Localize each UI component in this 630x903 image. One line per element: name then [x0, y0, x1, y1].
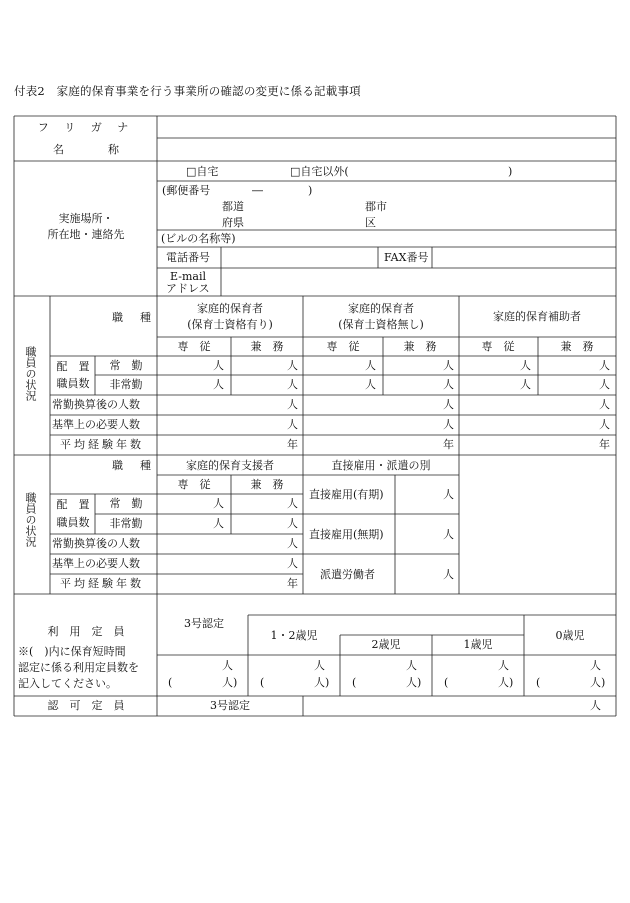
- fulltime-sub-1: 専 従: [177, 340, 211, 353]
- unit-person: 人: [213, 517, 224, 530]
- location-label-line1: 実施場所・: [58, 212, 114, 225]
- paren-person: 人): [590, 676, 606, 689]
- paren-person: 人): [406, 676, 422, 689]
- unit-person: 人: [287, 517, 298, 530]
- nonregular-label-1: 非常勤: [109, 378, 143, 391]
- unit-person: 人: [365, 359, 376, 372]
- capacity-note-3: 記入してください。: [18, 677, 117, 690]
- unit-person: 人: [365, 378, 376, 391]
- unit-person: 人: [520, 359, 531, 372]
- occupation-label-1: 職 種: [112, 311, 154, 324]
- unit-person: 人: [443, 528, 454, 541]
- postal-dash: ―: [252, 184, 263, 197]
- unit-year: 年: [599, 438, 610, 451]
- col-assistant: 家庭的保育補助者: [493, 310, 581, 323]
- capacity-note-2: 認定に係る利用定員数を: [18, 661, 139, 674]
- furigana-label: フ リ ガ ナ: [37, 121, 135, 134]
- paren-person: 人): [498, 676, 514, 689]
- name-label: 名 称: [53, 143, 119, 156]
- unit-person: 人: [520, 378, 531, 391]
- unit-year: 年: [287, 438, 298, 451]
- unit-person: 人: [406, 659, 417, 672]
- unit-person: 人: [590, 699, 601, 712]
- age-1-2-label: 1・2歳児: [270, 629, 318, 642]
- age-1-label: 1歳児: [463, 638, 493, 651]
- col-supporter: 家庭的保育支援者: [186, 459, 274, 472]
- unit-person: 人: [599, 398, 610, 411]
- unit-person: 人: [443, 568, 454, 581]
- fulltime-sub-3: 専 従: [481, 340, 515, 353]
- paren-open: (: [168, 676, 173, 689]
- postal-close: ): [308, 184, 313, 197]
- unit-person: 人: [443, 418, 454, 431]
- ward-label: 区: [365, 216, 376, 229]
- col-unqualified-line2: (保育士資格無し): [338, 318, 424, 331]
- parttime-sub-3: 兼 務: [560, 340, 594, 353]
- staff-status-side-label-2: 職員の状況: [24, 492, 37, 547]
- email-label-2: アドレス: [166, 282, 210, 295]
- fax-field[interactable]: [433, 248, 615, 267]
- placement-label-1a: 配 置: [56, 360, 90, 373]
- fulltime-sub-4: 専 従: [177, 478, 211, 491]
- prefecture-label-1: 都道: [222, 200, 244, 213]
- approved-cert3-label: 3号認定: [210, 699, 250, 712]
- unit-person: 人: [287, 398, 298, 411]
- age-2-label: 2歳児: [371, 638, 401, 651]
- regular-label-1: 常 勤: [109, 359, 143, 372]
- nonregular-label-2: 非常勤: [109, 517, 143, 530]
- unit-person: 人: [443, 378, 454, 391]
- unit-person: 人: [287, 359, 298, 372]
- paren-open: (: [536, 676, 541, 689]
- parttime-sub-1: 兼 務: [250, 340, 284, 353]
- building-name-label: (ビルの名称等): [161, 232, 236, 245]
- unit-person: 人: [443, 359, 454, 372]
- unit-person: 人: [599, 378, 610, 391]
- paren-person: 人): [222, 676, 238, 689]
- other-paren-close: ): [508, 165, 513, 178]
- unit-person: 人: [443, 398, 454, 411]
- email-field[interactable]: [222, 269, 615, 295]
- unit-person: 人: [599, 418, 610, 431]
- unit-person: 人: [498, 659, 509, 672]
- direct-indefinite-label: 直接雇用(無期): [309, 528, 384, 541]
- unit-person: 人: [590, 659, 601, 672]
- unit-person: 人: [287, 557, 298, 570]
- unit-person: 人: [213, 359, 224, 372]
- parttime-sub-4: 兼 務: [250, 478, 284, 491]
- placement-label-2a: 配 置: [56, 498, 90, 511]
- unit-person: 人: [287, 418, 298, 431]
- direct-fixed-term-label: 直接雇用(有期): [309, 488, 384, 501]
- experience-label-2: 平均経験年数: [60, 577, 144, 590]
- approved-capacity-label: 認 可 定 員: [47, 699, 125, 712]
- fulltime-sub-2: 専 従: [326, 340, 360, 353]
- col-qualified-line1: 家庭的保育者: [197, 302, 263, 315]
- furigana-field[interactable]: [158, 117, 615, 137]
- unit-year: 年: [287, 577, 298, 590]
- capacity-label: 利 用 定 員: [47, 625, 125, 638]
- city-label: 郡市: [365, 200, 387, 213]
- required-count-label-1: 基準上の必要人数: [52, 418, 140, 431]
- converted-count-label-2: 常勤換算後の人数: [52, 537, 140, 550]
- col-employment-type: 直接雇用・派遣の別: [331, 459, 431, 472]
- phone-field[interactable]: [222, 248, 377, 267]
- occupation-label-2: 職 種: [112, 459, 154, 472]
- staff-status-side-label-1: 職員の状況: [24, 346, 37, 401]
- prefecture-label-2: 府県: [222, 216, 244, 229]
- fax-label: FAX番号: [384, 251, 429, 264]
- location-label-line2: 所在地・連絡先: [47, 228, 125, 241]
- cert3-label: 3号認定: [184, 617, 224, 630]
- other-than-home-checkbox[interactable]: □自宅以外(: [290, 165, 349, 178]
- unit-person: 人: [213, 497, 224, 510]
- unit-person: 人: [287, 378, 298, 391]
- unit-person: 人: [599, 359, 610, 372]
- regular-label-2: 常 勤: [109, 497, 143, 510]
- experience-label-1: 平均経験年数: [60, 438, 144, 451]
- paren-open: (: [352, 676, 357, 689]
- capacity-note-1: ※( )内に保育短時間: [18, 645, 126, 658]
- converted-count-label-1: 常勤換算後の人数: [52, 398, 140, 411]
- placement-label-1b: 職員数: [56, 377, 90, 390]
- paren-open: (: [444, 676, 449, 689]
- placement-label-2b: 職員数: [56, 516, 90, 529]
- parttime-sub-2: 兼 務: [403, 340, 437, 353]
- unit-person: 人: [314, 659, 325, 672]
- home-checkbox[interactable]: □自宅: [186, 165, 219, 178]
- col-qualified-line2: (保育士資格有り): [187, 318, 273, 331]
- name-field[interactable]: [158, 139, 615, 160]
- postal-code-label: (郵便番号: [162, 184, 211, 197]
- age-0-label: 0歳児: [555, 629, 585, 642]
- unit-year: 年: [443, 438, 454, 451]
- required-count-label-2: 基準上の必要人数: [52, 557, 140, 570]
- email-label-1: E-mail: [170, 270, 206, 283]
- paren-person: 人): [314, 676, 330, 689]
- form-title: 付表2 家庭的保育事業を行う事業所の確認の変更に係る記載事項: [14, 84, 361, 98]
- unit-person: 人: [213, 378, 224, 391]
- phone-label: 電話番号: [166, 251, 210, 264]
- unit-person: 人: [287, 537, 298, 550]
- col-unqualified-line1: 家庭的保育者: [348, 302, 414, 315]
- unit-person: 人: [443, 488, 454, 501]
- unit-person: 人: [222, 659, 233, 672]
- unit-person: 人: [287, 497, 298, 510]
- dispatched-worker-label: 派遣労働者: [320, 568, 375, 581]
- paren-open: (: [260, 676, 265, 689]
